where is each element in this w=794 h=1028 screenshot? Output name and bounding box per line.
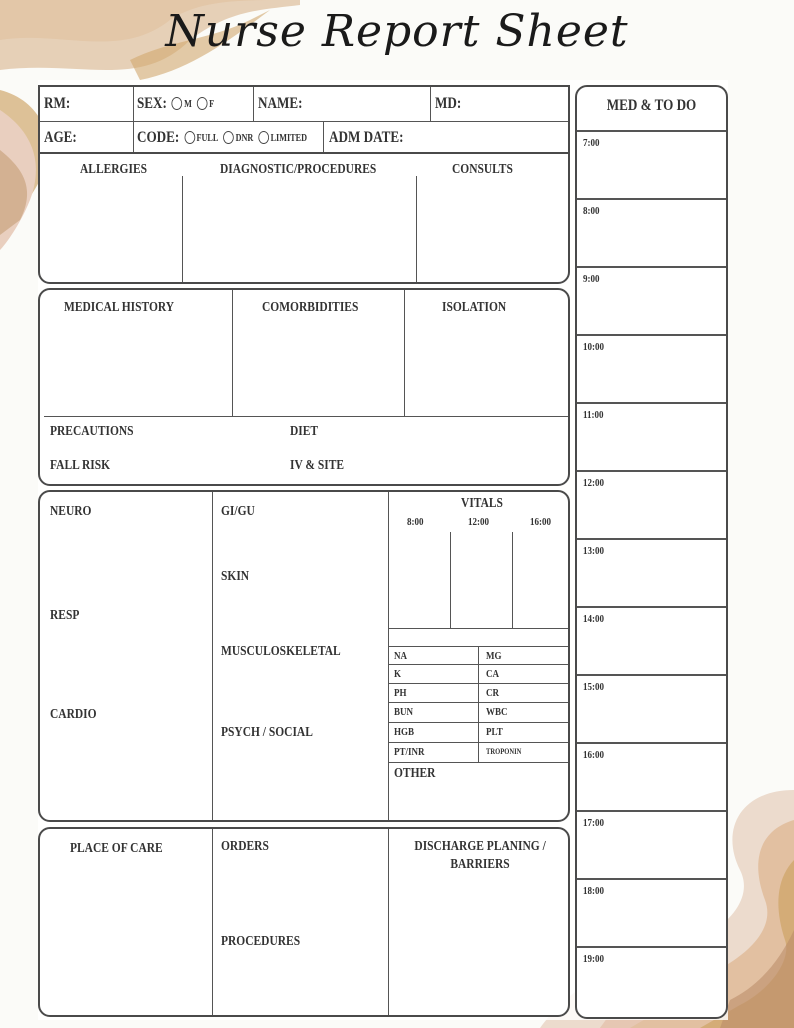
vitals-time-1200: 12:00 [468, 516, 490, 528]
discharge-label-line1: DISCHARGE PLANING / [414, 839, 546, 854]
lab-troponin: TROPONIN [486, 747, 522, 756]
allergies-label: ALLERGIES [80, 162, 147, 177]
time-slot-1300: 13:00 [583, 545, 605, 557]
orders-label: ORDERS [221, 839, 269, 854]
consults-label: CONSULTS [452, 162, 513, 177]
code-dnr-radio[interactable] [223, 131, 234, 144]
fall-risk-label: FALL RISK [50, 458, 111, 473]
med-todo-column [575, 85, 728, 1019]
procedures-label: PROCEDURES [221, 934, 301, 949]
time-slot-1500: 15:00 [583, 681, 605, 693]
med-todo-title: MED & TO DO [606, 97, 697, 114]
sex-label: SEX: M F [137, 95, 215, 112]
gigu-label: GI/GU [221, 504, 255, 519]
time-slot-1600: 16:00 [583, 749, 605, 761]
lab-plt: PLT [486, 726, 503, 738]
vitals-time-0800: 8:00 [407, 516, 424, 528]
musculoskeletal-label: MUSCULOSKELETAL [221, 644, 341, 659]
allergies-section [38, 152, 570, 284]
time-slot-0900: 9:00 [583, 273, 600, 285]
lab-na: NA [394, 650, 408, 662]
lab-cr: CR [486, 687, 500, 699]
time-slot-0800: 8:00 [583, 205, 600, 217]
name-label: NAME: [258, 95, 303, 112]
time-slot-1000: 10:00 [583, 341, 605, 353]
lab-mg: MG [486, 650, 502, 662]
time-slot-1800: 18:00 [583, 885, 605, 897]
md-label: MD: [435, 95, 462, 112]
code-limited-radio[interactable] [258, 131, 269, 144]
sex-m-radio[interactable] [172, 97, 183, 110]
psych-social-label: PSYCH / SOCIAL [221, 725, 313, 740]
medical-history-label: MEDICAL HISTORY [64, 300, 175, 315]
place-of-care-label: PLACE OF CARE [70, 841, 163, 856]
neuro-label: NEURO [50, 504, 92, 519]
time-slot-1700: 17:00 [583, 817, 605, 829]
lab-wbc: WBC [486, 706, 508, 718]
lab-bun: BUN [394, 706, 414, 718]
rm-label: RM: [44, 95, 71, 112]
cardio-label: CARDIO [50, 707, 97, 722]
other-label: OTHER [394, 766, 436, 781]
comorbidities-label: COMORBIDITIES [262, 300, 359, 315]
isolation-label: ISOLATION [442, 300, 507, 315]
vitals-label: VITALS [461, 496, 503, 511]
precautions-label: PRECAUTIONS [50, 424, 134, 439]
time-slot-1100: 11:00 [583, 409, 604, 421]
lab-hgb: HGB [394, 726, 415, 738]
sex-f-radio[interactable] [197, 97, 208, 110]
page-title: Nurse Report Sheet [165, 6, 629, 57]
code-full-radio[interactable] [184, 131, 195, 144]
diagnostic-label: DIAGNOSTIC/PROCEDURES [220, 162, 377, 177]
assessment-section [38, 490, 570, 822]
time-slot-0700: 7:00 [583, 137, 600, 149]
discharge-label-line2: BARRIERS [450, 857, 510, 872]
time-slot-1200: 12:00 [583, 477, 605, 489]
skin-label: SKIN [221, 569, 250, 584]
lab-k: K [394, 668, 402, 680]
diet-label: DIET [290, 424, 319, 439]
lab-pt-inr: PT/INR [394, 746, 425, 758]
adm-date-label: ADM DATE: [329, 129, 404, 146]
care-section [38, 827, 570, 1017]
time-slot-1400: 14:00 [583, 613, 605, 625]
report-sheet [38, 80, 728, 1020]
age-label: AGE: [44, 129, 77, 146]
header-box [38, 85, 570, 155]
history-section [38, 288, 570, 486]
code-label: CODE: FULL DNR LIMITED [137, 129, 308, 146]
iv-site-label: IV & SITE [290, 458, 345, 473]
lab-ph: PH [394, 687, 407, 699]
lab-ca: CA [486, 668, 500, 680]
resp-label: RESP [50, 608, 80, 623]
vitals-time-1600: 16:00 [530, 516, 552, 528]
time-slot-1900: 19:00 [583, 953, 605, 965]
